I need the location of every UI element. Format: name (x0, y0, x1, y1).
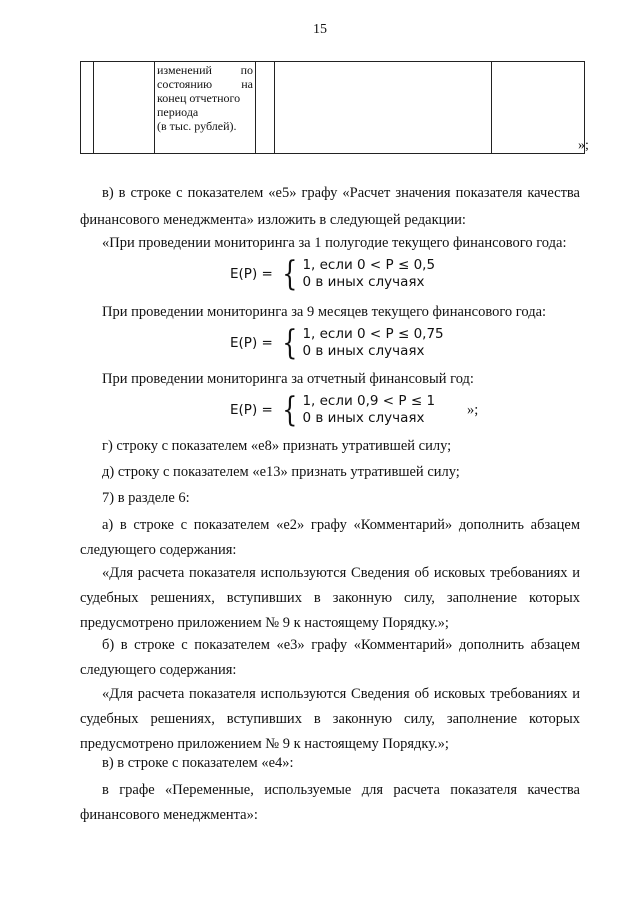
paragraph-e2-text: «Для расчета показателя используются Сведения об исковых требованиях и судебных решениях, вступивших в законную силу, заполнение которых предусмотрено приложением № 9 к настоящему Порядку.»; (80, 565, 580, 631)
paragraph-e8: г) строку с показателем «е8» признать утратившей силу; (102, 438, 452, 454)
paragraph-half-year: «При проведении мониторинга за 1 полугодие текущего финансового года: (102, 235, 567, 251)
formula-year (230, 390, 479, 430)
formula-closing-quote: »; (467, 401, 479, 418)
paragraph-e3-text: «Для расчета показателя используются Сведения об исковых требованиях и судебных решениях, вступивших в законную силу, заполнение которых предусмотрено приложением № 9 к настоящему Порядку.»; (80, 686, 580, 752)
paragraph-variables: в графе «Переменные, используемые для расчета показателя качества финансового менеджмента»: (80, 782, 580, 823)
paragraph-e2: а) в строке с показателем «е2» графу «Комментарий» дополнить абзацем следующего содержания: (80, 517, 580, 558)
formula-case: 1, если 0 < P ≤ 0,5 (302, 257, 436, 273)
formula-case: 0 в иных случаях (302, 343, 425, 359)
formula-lhs: E(P) = (230, 266, 273, 282)
brace-icon: { (282, 323, 298, 363)
paragraph-section6: 7) в разделе 6: (102, 490, 190, 506)
cell-word: состоянию (157, 77, 213, 91)
cell-word: по (240, 63, 253, 77)
formula-nine-months (230, 323, 444, 363)
cell-line: периода (157, 105, 199, 119)
cell-line: конец отчетного (157, 91, 241, 105)
brace-icon: { (282, 390, 298, 430)
paragraph-year: При проведении мониторинга за отчетный финансовый год: (102, 371, 474, 387)
table-cell (94, 62, 155, 154)
formula-cases (302, 326, 443, 360)
formula-case: 1, если 0 < P ≤ 0,75 (302, 326, 444, 342)
table-cell (492, 62, 585, 154)
table-cell (81, 62, 94, 154)
table-closing-quote: »; (578, 138, 589, 153)
paragraph-e3: б) в строке с показателем «е3» графу «Комментарий» дополнить абзацем следующего содержания: (80, 637, 580, 678)
cell-word: на (241, 77, 253, 91)
formula-case: 1, если 0,9 < P ≤ 1 (302, 393, 436, 409)
paragraph-nine-months: При проведении мониторинга за 9 месяцев текущего финансового года: (102, 304, 547, 320)
brace-icon: { (282, 254, 298, 294)
paragraph-e4: в) в строке с показателем «е4»: (102, 755, 294, 771)
formula-lhs: E(P) = (230, 335, 273, 351)
formula-cases (302, 393, 435, 427)
cell-line (157, 77, 253, 91)
formula-half-year (230, 254, 436, 294)
table-fragment (80, 61, 585, 154)
table-cell-text (155, 62, 256, 154)
formula-lhs: E(P) = (230, 402, 273, 418)
table-row (81, 62, 585, 154)
cell-word: изменений (157, 63, 212, 77)
formula-case: 0 в иных случаях (302, 410, 425, 426)
formula-case: 0 в иных случаях (302, 274, 425, 290)
paragraph-e5: в) в строке с показателем «е5» графу «Расчет значения показателя качества финансового менеджмента» изложить в следующей редакции: (80, 185, 580, 228)
table-cell (275, 62, 492, 154)
table-cell (256, 62, 275, 154)
paragraph-e13: д) строку с показателем «е13» признать утратившей силу; (102, 464, 460, 480)
cell-line: (в тыс. рублей). (157, 119, 237, 133)
formula-cases (302, 257, 435, 291)
page-number: 15 (313, 22, 327, 37)
cell-line (157, 63, 253, 77)
